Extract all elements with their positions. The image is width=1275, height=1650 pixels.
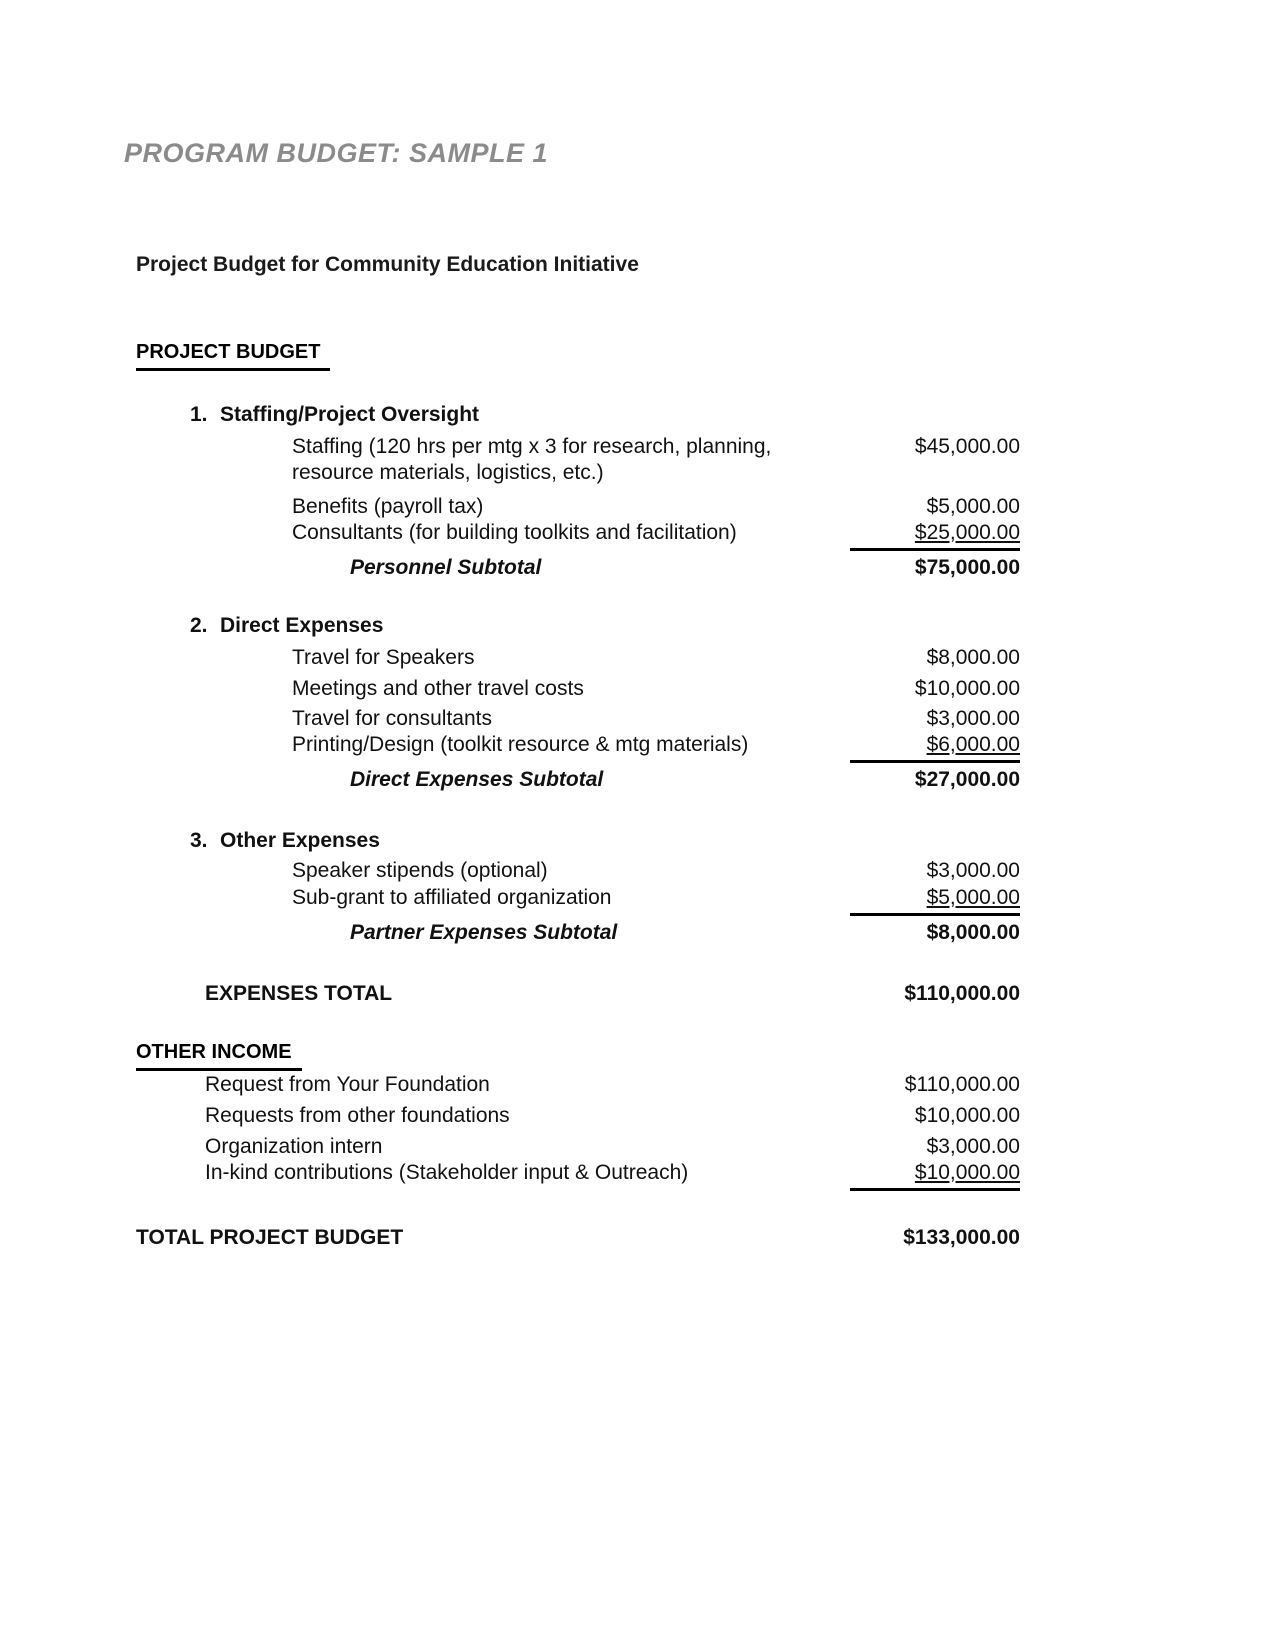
line-item-amount: $45,000.00 xyxy=(914,435,1020,458)
subtotal-amount: $8,000.00 xyxy=(926,921,1020,944)
section-title: Staffing/Project Oversight xyxy=(220,403,480,426)
expenses-total-amount: $110,000.00 xyxy=(904,982,1020,1005)
line-item xyxy=(136,434,1020,486)
doc-title: Project Budget for Community Education Initiative xyxy=(136,253,639,276)
subtotal-row xyxy=(136,767,1020,793)
line-item xyxy=(136,1103,1020,1129)
line-item xyxy=(136,520,1020,551)
line-item-amount: $3,000.00 xyxy=(926,859,1020,882)
line-item-amount: $10,000.00 xyxy=(914,677,1020,700)
line-item xyxy=(136,1072,1020,1098)
subtotal-label: Direct Expenses Subtotal xyxy=(350,768,604,791)
section-number: 3. xyxy=(190,829,208,852)
line-item-label: Travel for Speakers xyxy=(292,646,475,669)
section-number: 2. xyxy=(190,614,208,637)
line-item-amount: $5,000.00 xyxy=(926,495,1020,518)
line-item-label: Printing/Design (toolkit resource & mtg materials) xyxy=(292,733,749,756)
line-item xyxy=(136,732,1020,763)
grand-total-row xyxy=(136,1225,1020,1251)
line-item-amount: $3,000.00 xyxy=(926,1135,1020,1158)
section-title: Other Expenses xyxy=(220,829,380,852)
section-heading xyxy=(190,613,383,639)
subtotal-amount: $27,000.00 xyxy=(914,768,1020,791)
section-heading xyxy=(190,828,380,854)
section-title: Direct Expenses xyxy=(220,614,384,637)
line-item-label: Request from Your Foundation xyxy=(205,1073,490,1096)
line-item xyxy=(136,706,1020,732)
line-item xyxy=(136,494,1020,520)
line-item-amount: $6,000.00 xyxy=(850,732,1020,763)
project-budget-heading: PROJECT BUDGET xyxy=(136,339,330,371)
page-title: PROGRAM BUDGET: SAMPLE 1 xyxy=(124,138,549,168)
line-item-amount: $5,000.00 xyxy=(850,885,1020,916)
line-item-label: Speaker stipends (optional) xyxy=(292,859,548,882)
line-item-amount: $8,000.00 xyxy=(926,646,1020,669)
line-item xyxy=(136,858,1020,884)
other-income-heading: OTHER INCOME xyxy=(136,1039,302,1071)
section-number: 1. xyxy=(190,403,208,426)
grand-total-label: TOTAL PROJECT BUDGET xyxy=(136,1226,404,1249)
subtotal-label: Partner Expenses Subtotal xyxy=(350,921,618,944)
expenses-total-label: EXPENSES TOTAL xyxy=(205,982,393,1005)
line-item-amount: $25,000.00 xyxy=(850,520,1020,551)
line-item xyxy=(136,645,1020,671)
line-item xyxy=(136,885,1020,916)
subtotal-label: Personnel Subtotal xyxy=(350,556,542,579)
expenses-total-row xyxy=(136,981,1020,1007)
subtotal-row xyxy=(136,555,1020,581)
subtotal-row xyxy=(136,920,1020,946)
line-item-label: Benefits (payroll tax) xyxy=(292,495,484,518)
line-item-amount: $10,000.00 xyxy=(850,1160,1020,1191)
line-item xyxy=(136,1134,1020,1160)
line-item-label: Requests from other foundations xyxy=(205,1104,510,1127)
line-item-amount: $110,000.00 xyxy=(904,1073,1020,1096)
line-item-label: Staffing (120 hrs per mtg x 3 for research, planning, xyxy=(292,435,772,458)
subtotal-amount: $75,000.00 xyxy=(914,556,1020,579)
line-item xyxy=(136,1160,1020,1191)
line-item-label: Travel for consultants xyxy=(292,707,492,730)
line-item xyxy=(136,676,1020,702)
line-item-label: Meetings and other travel costs xyxy=(292,677,584,700)
section-heading xyxy=(190,402,479,428)
line-item-label: Sub-grant to affiliated organization xyxy=(292,886,612,909)
line-item-amount: $10,000.00 xyxy=(914,1104,1020,1127)
line-item-label: Organization intern xyxy=(205,1135,383,1158)
line-item-label: Consultants (for building toolkits and facilitation) xyxy=(292,521,737,544)
line-item-label: In-kind contributions (Stakeholder input & Outreach) xyxy=(205,1161,689,1184)
line-item-label-line2: resource materials, logistics, etc.) xyxy=(292,461,604,484)
line-item-amount: $3,000.00 xyxy=(926,707,1020,730)
grand-total-amount: $133,000.00 xyxy=(903,1226,1020,1249)
